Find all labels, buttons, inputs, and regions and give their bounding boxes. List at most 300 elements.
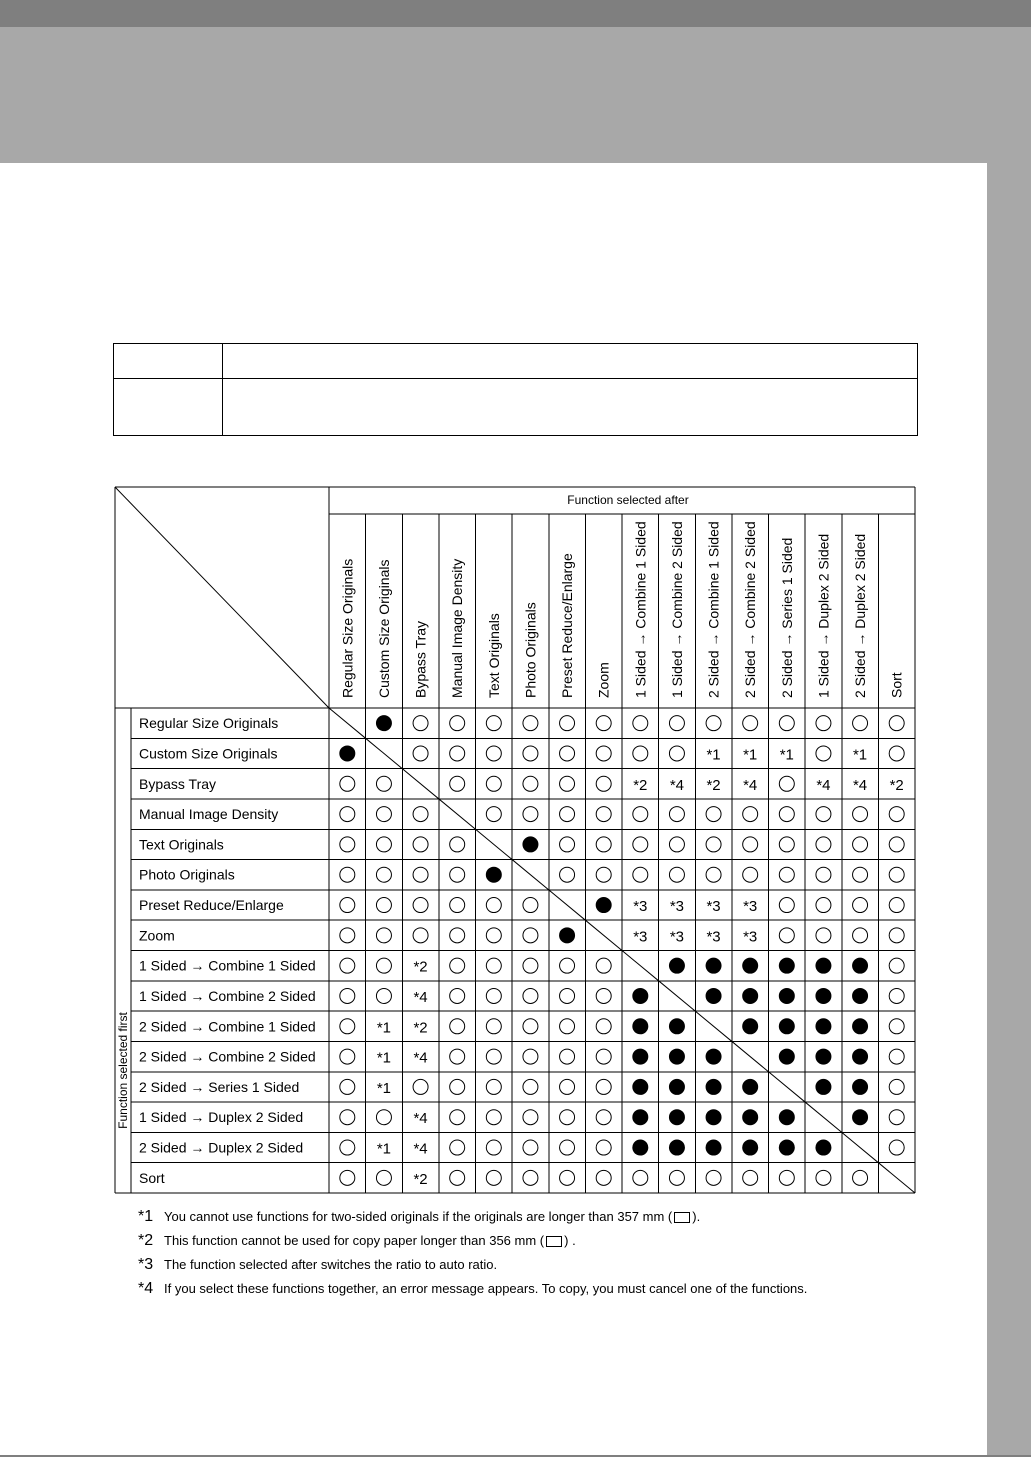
cell-diagonal: [512, 860, 549, 890]
cell-open-circle: [450, 716, 465, 731]
cell-diagonal: [732, 1041, 769, 1071]
cell-note-mark: *1: [852, 746, 868, 764]
row-header: Zoom: [139, 927, 175, 944]
cell-filled-circle: [596, 898, 611, 913]
cell-note-mark: *3: [669, 898, 685, 916]
cell-open-circle: [340, 1049, 355, 1064]
row-header: 2 Sided → Combine 1 Sided: [139, 1018, 316, 1035]
column-header: Custom Size Originals: [375, 559, 392, 698]
after-title: Function selected after: [567, 493, 689, 507]
table-column-divider: [222, 344, 223, 435]
top-bar: [0, 0, 1031, 27]
empty-info-table: [113, 343, 918, 436]
cell-open-circle: [743, 837, 758, 852]
cell-open-circle: [669, 837, 684, 852]
cell-open-circle: [413, 837, 428, 852]
cell-open-circle: [889, 807, 904, 822]
cell-open-circle: [853, 1170, 868, 1185]
row-header: Manual Image Density: [139, 806, 279, 823]
cell-open-circle: [889, 1079, 904, 1094]
row-header: 2 Sided → Combine 2 Sided: [139, 1048, 316, 1065]
cell-diagonal: [549, 890, 586, 920]
cell-open-circle: [889, 1019, 904, 1034]
cell-open-circle: [853, 807, 868, 822]
cell-note-mark: *4: [413, 1110, 428, 1128]
cell-note-mark: *2: [706, 776, 721, 794]
cell-open-circle: [706, 837, 721, 852]
cell-note-mark: *1: [376, 1049, 392, 1067]
column-header: 2 Sided → Duplex 2 Sided: [852, 533, 869, 698]
column-header: Regular Size Originals: [339, 558, 356, 698]
cell-open-circle: [889, 988, 904, 1003]
cell-filled-circle: [706, 1140, 721, 1155]
cell-open-circle: [523, 1019, 538, 1034]
cell-open-circle: [560, 1019, 575, 1034]
cell-note-mark: *3: [669, 928, 685, 946]
cell-open-circle: [779, 1170, 794, 1185]
cell-open-circle: [596, 776, 611, 791]
cell-note-mark: *2: [889, 776, 904, 794]
cell-open-circle: [486, 1019, 501, 1034]
cell-filled-circle: [853, 958, 868, 973]
cell-open-circle: [779, 716, 794, 731]
cell-filled-circle: [816, 1079, 831, 1094]
cell-note-mark: *3: [706, 898, 721, 916]
cell-open-circle: [560, 988, 575, 1003]
cell-open-circle: [376, 898, 391, 913]
cell-open-circle: [560, 837, 575, 852]
cell-open-circle: [560, 1110, 575, 1125]
column-header: 1 Sided → Combine 1 Sided: [632, 521, 649, 698]
cell-open-circle: [669, 867, 684, 882]
cell-open-circle: [596, 807, 611, 822]
cell-note-mark: *4: [413, 1140, 428, 1158]
cell-open-circle: [340, 1019, 355, 1034]
cell-open-circle: [486, 958, 501, 973]
cell-open-circle: [596, 746, 611, 761]
column-header: Photo Originals: [522, 602, 539, 698]
cell-open-circle: [560, 746, 575, 761]
cell-open-circle: [376, 867, 391, 882]
cell-open-circle: [596, 1110, 611, 1125]
cell-filled-circle: [633, 1049, 648, 1064]
cell-open-circle: [523, 898, 538, 913]
cell-note-mark: *1: [376, 1019, 392, 1037]
footnote-2: [138, 1229, 958, 1253]
cell-open-circle: [486, 1079, 501, 1094]
cell-filled-circle: [706, 958, 721, 973]
cell-diagonal: [439, 799, 476, 829]
cell-open-circle: [633, 867, 648, 882]
cell-diagonal: [659, 981, 696, 1011]
cell-open-circle: [376, 988, 391, 1003]
cell-open-circle: [340, 867, 355, 882]
cell-open-circle: [560, 1140, 575, 1155]
cell-note-mark: *3: [706, 928, 721, 946]
cell-open-circle: [560, 867, 575, 882]
row-header: Custom Size Originals: [139, 745, 278, 762]
cell-open-circle: [669, 716, 684, 731]
column-header: 1 Sided → Combine 2 Sided: [668, 521, 685, 698]
cell-filled-circle: [853, 1019, 868, 1034]
cell-open-circle: [523, 1140, 538, 1155]
cell-note-mark: *3: [743, 928, 758, 946]
cell-open-circle: [523, 776, 538, 791]
cell-filled-circle: [816, 988, 831, 1003]
cell-filled-circle: [743, 1079, 758, 1094]
row-header: Sort: [139, 1169, 165, 1186]
cell-filled-circle: [340, 746, 355, 761]
cell-open-circle: [889, 958, 904, 973]
cell-open-circle: [340, 1170, 355, 1185]
cell-diagonal: [329, 708, 366, 738]
cell-filled-circle: [743, 1110, 758, 1125]
cell-open-circle: [779, 928, 794, 943]
cell-filled-circle: [560, 928, 575, 943]
row-header: Text Originals: [139, 836, 224, 853]
cell-filled-circle: [669, 1019, 684, 1034]
paper-orientation-icon: [546, 1236, 562, 1247]
cell-open-circle: [450, 1019, 465, 1034]
cell-diagonal: [695, 1011, 732, 1041]
cell-open-circle: [633, 837, 648, 852]
cell-open-circle: [523, 1049, 538, 1064]
cell-open-circle: [633, 807, 648, 822]
cell-open-circle: [816, 807, 831, 822]
column-header: Sort: [888, 672, 905, 698]
cell-open-circle: [486, 807, 501, 822]
cell-open-circle: [560, 958, 575, 973]
corner-diagonal: [115, 487, 329, 708]
cell-open-circle: [450, 958, 465, 973]
cell-open-circle: [486, 1170, 501, 1185]
cell-open-circle: [340, 958, 355, 973]
footnote-mark: *3: [138, 1256, 154, 1273]
footnote-tail: ).: [692, 1209, 701, 1224]
cell-open-circle: [376, 958, 391, 973]
cell-open-circle: [889, 1049, 904, 1064]
cell-open-circle: [853, 716, 868, 731]
cell-diagonal: [805, 1102, 842, 1132]
cell-open-circle: [340, 1110, 355, 1125]
cell-filled-circle: [669, 1049, 684, 1064]
cell-open-circle: [523, 1170, 538, 1185]
column-header: 2 Sided → Combine 1 Sided: [705, 521, 722, 698]
row-header: 1 Sided → Combine 2 Sided: [139, 987, 316, 1004]
cell-open-circle: [523, 807, 538, 822]
cell-open-circle: [413, 807, 428, 822]
cell-open-circle: [853, 867, 868, 882]
cell-filled-circle: [743, 1140, 758, 1155]
footnote-tail: ) .: [564, 1233, 576, 1248]
cell-filled-circle: [523, 837, 538, 852]
cell-filled-circle: [779, 1049, 794, 1064]
cell-filled-circle: [706, 988, 721, 1003]
cell-open-circle: [376, 837, 391, 852]
cell-open-circle: [816, 837, 831, 852]
cell-open-circle: [340, 1140, 355, 1155]
cell-open-circle: [816, 867, 831, 882]
cell-note-mark: *1: [743, 746, 758, 764]
cell-open-circle: [596, 1019, 611, 1034]
cell-filled-circle: [633, 1140, 648, 1155]
cell-filled-circle: [779, 958, 794, 973]
cell-note-mark: *2: [633, 776, 648, 794]
footnote-mark: *1: [138, 1208, 154, 1225]
cell-open-circle: [450, 776, 465, 791]
row-header: 2 Sided → Series 1 Sided: [139, 1078, 300, 1095]
cell-filled-circle: [669, 1079, 684, 1094]
cell-note-mark: *4: [413, 1049, 428, 1067]
cell-filled-circle: [853, 1079, 868, 1094]
cell-open-circle: [450, 1079, 465, 1094]
cell-open-circle: [596, 1140, 611, 1155]
cell-open-circle: [743, 716, 758, 731]
cell-open-circle: [413, 928, 428, 943]
cell-note-mark: *4: [816, 776, 831, 794]
cell-open-circle: [523, 958, 538, 973]
cell-open-circle: [669, 746, 684, 761]
column-header: Preset Reduce/Enlarge: [559, 553, 576, 698]
cell-open-circle: [596, 837, 611, 852]
cell-filled-circle: [669, 1110, 684, 1125]
cell-open-circle: [706, 1170, 721, 1185]
cell-open-circle: [340, 837, 355, 852]
cell-open-circle: [889, 837, 904, 852]
cell-open-circle: [486, 1140, 501, 1155]
cell-filled-circle: [743, 958, 758, 973]
cell-open-circle: [340, 898, 355, 913]
cell-open-circle: [779, 898, 794, 913]
column-header: Text Originals: [485, 613, 502, 698]
cell-filled-circle: [779, 1140, 794, 1155]
cell-filled-circle: [779, 1110, 794, 1125]
cell-open-circle: [853, 898, 868, 913]
cell-filled-circle: [743, 988, 758, 1003]
cell-note-mark: *4: [743, 776, 758, 794]
cell-diagonal: [402, 769, 439, 799]
cell-filled-circle: [706, 1049, 721, 1064]
header-band: [0, 27, 1031, 163]
cell-diagonal: [878, 1163, 915, 1193]
cell-diagonal: [366, 738, 403, 768]
cell-note-mark: *2: [413, 1170, 428, 1188]
column-header: 2 Sided → Combine 2 Sided: [742, 521, 759, 698]
cell-note-mark: *4: [852, 776, 868, 794]
row-header: Regular Size Originals: [139, 715, 279, 732]
cell-filled-circle: [633, 1079, 648, 1094]
cell-open-circle: [560, 807, 575, 822]
cell-open-circle: [376, 1170, 391, 1185]
cell-open-circle: [669, 1170, 684, 1185]
row-header: 1 Sided → Duplex 2 Sided: [139, 1109, 304, 1126]
right-edge-strip: [987, 163, 1031, 1457]
cell-filled-circle: [779, 988, 794, 1003]
column-header: 1 Sided → Duplex 2 Sided: [815, 533, 832, 698]
column-header: Bypass Tray: [412, 620, 429, 698]
cell-open-circle: [779, 776, 794, 791]
footnote-text: The function selected after switches the ratio to auto ratio.: [164, 1257, 498, 1272]
cell-open-circle: [413, 716, 428, 731]
cell-filled-circle: [779, 1019, 794, 1034]
cell-open-circle: [596, 716, 611, 731]
cell-open-circle: [413, 1079, 428, 1094]
cell-filled-circle: [633, 1019, 648, 1034]
cell-open-circle: [889, 716, 904, 731]
cell-open-circle: [450, 988, 465, 1003]
cell-filled-circle: [633, 988, 648, 1003]
cell-diagonal: [476, 829, 513, 859]
cell-open-circle: [486, 1049, 501, 1064]
cell-filled-circle: [816, 1019, 831, 1034]
cell-open-circle: [450, 898, 465, 913]
cell-open-circle: [669, 807, 684, 822]
cell-note-mark: *4: [669, 776, 685, 794]
cell-diagonal: [842, 1132, 879, 1162]
row-header: Preset Reduce/Enlarge: [139, 897, 284, 914]
cell-open-circle: [523, 928, 538, 943]
cell-open-circle: [779, 807, 794, 822]
cell-open-circle: [376, 807, 391, 822]
cell-open-circle: [450, 746, 465, 761]
cell-open-circle: [450, 1140, 465, 1155]
paper-orientation-icon: [674, 1212, 690, 1223]
cell-open-circle: [889, 746, 904, 761]
cell-filled-circle: [706, 1079, 721, 1094]
cell-open-circle: [486, 988, 501, 1003]
cell-open-circle: [889, 1140, 904, 1155]
cell-open-circle: [633, 1170, 648, 1185]
footnote-3: [138, 1253, 958, 1277]
column-header: 2 Sided → Series 1 Sided: [778, 537, 795, 698]
row-header: Photo Originals: [139, 866, 235, 883]
cell-filled-circle: [706, 1110, 721, 1125]
footnote-mark: *4: [138, 1280, 154, 1297]
cell-open-circle: [486, 898, 501, 913]
cell-open-circle: [743, 867, 758, 882]
cell-open-circle: [596, 867, 611, 882]
cell-open-circle: [376, 776, 391, 791]
cell-open-circle: [706, 807, 721, 822]
cell-filled-circle: [633, 1110, 648, 1125]
column-header: Zoom: [595, 662, 612, 698]
cell-open-circle: [743, 1170, 758, 1185]
cell-open-circle: [560, 716, 575, 731]
cell-open-circle: [486, 776, 501, 791]
cell-open-circle: [523, 1079, 538, 1094]
cell-open-circle: [486, 716, 501, 731]
cell-open-circle: [560, 1079, 575, 1094]
cell-open-circle: [816, 746, 831, 761]
cell-open-circle: [816, 898, 831, 913]
cell-open-circle: [596, 988, 611, 1003]
cell-open-circle: [816, 928, 831, 943]
row-header: Bypass Tray: [139, 775, 217, 792]
cell-open-circle: [560, 1049, 575, 1064]
cell-note-mark: *1: [779, 746, 794, 764]
cell-open-circle: [376, 928, 391, 943]
cell-filled-circle: [669, 958, 684, 973]
cell-open-circle: [340, 988, 355, 1003]
cell-open-circle: [889, 1110, 904, 1125]
cell-note-mark: *3: [633, 898, 648, 916]
cell-note-mark: *3: [743, 898, 758, 916]
footnotes: [138, 1205, 958, 1301]
cell-note-mark: *3: [633, 928, 648, 946]
cell-note-mark: *1: [376, 1079, 392, 1097]
cell-note-mark: *4: [413, 988, 428, 1006]
column-header: Manual Image Density: [449, 558, 466, 698]
footnote-mark: *2: [138, 1232, 154, 1249]
cell-filled-circle: [816, 1140, 831, 1155]
cell-open-circle: [486, 1110, 501, 1125]
cell-filled-circle: [486, 867, 501, 882]
cell-open-circle: [633, 716, 648, 731]
cell-open-circle: [340, 928, 355, 943]
cell-open-circle: [523, 746, 538, 761]
cell-open-circle: [523, 1110, 538, 1125]
cell-open-circle: [340, 776, 355, 791]
footnote-4: [138, 1277, 958, 1301]
cell-filled-circle: [816, 1049, 831, 1064]
cell-filled-circle: [743, 1019, 758, 1034]
footnote-1: [138, 1205, 958, 1229]
cell-open-circle: [743, 807, 758, 822]
cell-open-circle: [633, 746, 648, 761]
cell-open-circle: [450, 837, 465, 852]
cell-open-circle: [523, 716, 538, 731]
row-header: 2 Sided → Duplex 2 Sided: [139, 1139, 304, 1156]
cell-open-circle: [560, 776, 575, 791]
cell-open-circle: [706, 716, 721, 731]
cell-open-circle: [413, 898, 428, 913]
cell-filled-circle: [853, 1110, 868, 1125]
cell-open-circle: [889, 898, 904, 913]
cell-note-mark: *2: [413, 958, 428, 976]
cell-open-circle: [450, 1110, 465, 1125]
cell-filled-circle: [853, 1049, 868, 1064]
cell-open-circle: [450, 1049, 465, 1064]
cell-open-circle: [596, 958, 611, 973]
cell-diagonal: [585, 920, 622, 950]
cell-diagonal: [769, 1072, 806, 1102]
cell-open-circle: [560, 1170, 575, 1185]
cell-open-circle: [376, 1110, 391, 1125]
cell-filled-circle: [853, 988, 868, 1003]
cell-open-circle: [413, 746, 428, 761]
cell-open-circle: [779, 837, 794, 852]
cell-open-circle: [450, 928, 465, 943]
cell-open-circle: [486, 746, 501, 761]
footnote-text: This function cannot be used for copy paper longer than 356 mm (: [164, 1233, 545, 1248]
cell-open-circle: [816, 716, 831, 731]
cell-note-mark: *2: [413, 1019, 428, 1037]
cell-open-circle: [779, 867, 794, 882]
cell-open-circle: [889, 928, 904, 943]
cell-open-circle: [853, 928, 868, 943]
cell-open-circle: [486, 928, 501, 943]
table-row-divider: [114, 378, 917, 379]
cell-open-circle: [596, 1079, 611, 1094]
cell-open-circle: [889, 867, 904, 882]
cell-note-mark: *1: [376, 1140, 392, 1158]
cell-open-circle: [523, 988, 538, 1003]
cell-open-circle: [413, 867, 428, 882]
footnote-text: You cannot use functions for two-sided originals if the originals are longer than 357 mm (: [164, 1209, 673, 1224]
cell-filled-circle: [376, 716, 391, 731]
cell-diagonal: [622, 951, 659, 981]
cell-open-circle: [340, 807, 355, 822]
